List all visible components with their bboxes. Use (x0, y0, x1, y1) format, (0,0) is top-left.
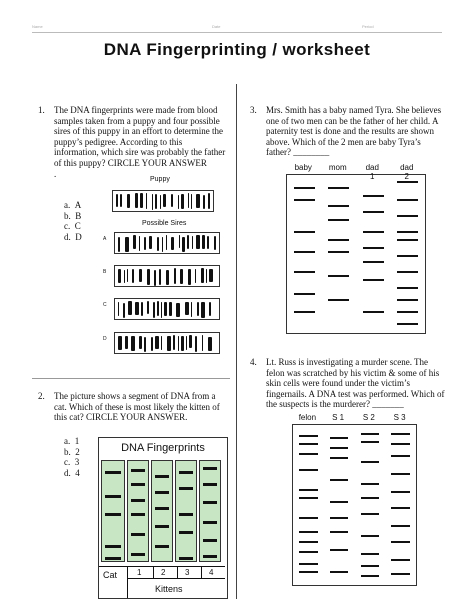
gel-band (131, 336, 135, 351)
gel-band (135, 302, 139, 315)
lane-label: felon (298, 413, 317, 422)
gel-band (139, 236, 140, 251)
gel-strip (114, 265, 220, 287)
lane-label: mom (328, 163, 347, 172)
gel-band (146, 193, 147, 209)
puppy-sires-gel (100, 176, 225, 356)
gel-band (328, 205, 349, 207)
gel-band (105, 495, 121, 498)
gel-band (294, 187, 315, 189)
lane-divider (127, 566, 128, 598)
gel-band (299, 551, 317, 553)
option-b[interactable]: b. B (64, 210, 82, 221)
gel-band (131, 553, 145, 556)
gel-band (144, 237, 146, 250)
gel-band (188, 269, 191, 285)
lane-divider (153, 566, 154, 578)
gel-band (299, 443, 317, 445)
gel-band (391, 525, 409, 527)
kitten-lane-number: 3 (185, 568, 190, 577)
gel-band (160, 195, 161, 209)
gel-band (363, 231, 384, 233)
gel-band (363, 261, 384, 263)
gel-band (391, 473, 409, 475)
gel-band (201, 268, 204, 283)
q2-options[interactable] (64, 436, 80, 478)
gel-strip (114, 298, 220, 320)
gel-band (361, 461, 379, 463)
gel-band (154, 270, 156, 286)
row-label-a: A (103, 236, 107, 242)
gel-band (131, 483, 145, 486)
option-c[interactable]: c. 3 (64, 457, 80, 468)
gel-band (179, 513, 193, 516)
gel-band (361, 565, 379, 567)
gel-band (397, 287, 418, 289)
gel-band (391, 433, 409, 435)
gel-band (118, 302, 119, 316)
lane-label: dad 2 (400, 163, 414, 181)
gel-band (166, 270, 169, 285)
gel-band (155, 336, 159, 350)
gel-band (207, 236, 209, 249)
gel-band (127, 269, 128, 282)
gel-band (330, 531, 348, 533)
gel-band (203, 195, 205, 209)
gel-band (125, 336, 128, 349)
gel-band (131, 499, 145, 502)
gel-band (178, 336, 179, 351)
gel-band (328, 251, 349, 253)
gel-band (127, 194, 130, 208)
gel-band (191, 302, 192, 317)
gel-band (139, 269, 142, 282)
lane-divider (201, 566, 202, 578)
gel-band (294, 293, 315, 295)
gel-band (299, 517, 317, 519)
gel-band (192, 236, 193, 250)
question-1 (38, 105, 228, 179)
gel-band (161, 302, 162, 318)
lane-divider (99, 566, 225, 567)
kitten-lane-number: 2 (161, 568, 166, 577)
gel-lane (199, 460, 221, 562)
gel-band (299, 497, 317, 499)
gel-box (286, 174, 426, 334)
gel-band (196, 194, 200, 208)
gel-band (118, 237, 120, 253)
page-title: DNA Fingerprinting / worksheet (103, 40, 371, 59)
cat-label: Cat (103, 570, 118, 580)
gel-band (203, 501, 217, 504)
gel-band (141, 302, 143, 316)
q1-options[interactable] (64, 200, 82, 242)
gel-band (397, 239, 418, 241)
gel-band (299, 563, 317, 565)
gel-band (164, 302, 167, 316)
gel-band (179, 557, 193, 560)
gel-band (155, 194, 157, 209)
gel-band (328, 187, 349, 189)
gel-band (201, 302, 205, 317)
gel-band (133, 235, 136, 249)
gel-band (163, 194, 166, 207)
gel-band (153, 302, 155, 318)
gel-band (294, 311, 315, 313)
stray-dot: . (54, 168, 57, 179)
gel-band (294, 251, 315, 253)
gel-band (363, 279, 384, 281)
gel-band (181, 194, 184, 209)
option-a[interactable]: a. 1 (64, 436, 80, 446)
gel-band (361, 553, 379, 555)
gel-band (176, 303, 180, 317)
option-d[interactable]: d. 4 (64, 467, 80, 478)
gel-band (299, 453, 317, 455)
gel-box (292, 424, 417, 586)
gel-band (330, 479, 348, 481)
gel-lane (127, 460, 149, 562)
gel-band (191, 194, 192, 209)
option-b[interactable]: b. 2 (64, 446, 80, 457)
gel-band (151, 337, 153, 351)
gel-strip (114, 332, 220, 354)
name-date-header (32, 24, 442, 33)
gel-band (299, 541, 317, 543)
puppy-label: Puppy (150, 176, 170, 183)
gel-band (187, 235, 189, 249)
gel-band (135, 193, 138, 207)
gel-band (131, 533, 145, 536)
gel-band (397, 299, 418, 301)
gel-band (162, 237, 163, 253)
gel-band (105, 513, 121, 516)
sires-label: Possible Sires (142, 220, 187, 227)
gel-band (155, 491, 169, 494)
gel-band (188, 193, 189, 207)
kitten-lane-number: 1 (137, 568, 142, 577)
gel-band (203, 467, 217, 470)
gel-band (171, 194, 173, 207)
option-c[interactable]: c. C (64, 221, 81, 232)
gel-band (147, 269, 150, 285)
gel-band (299, 531, 317, 533)
gel-band (171, 237, 174, 251)
option-a[interactable]: a. A (64, 200, 82, 210)
gel-band (363, 195, 384, 197)
gel-band (179, 471, 193, 474)
gel-band (155, 525, 169, 528)
gel-band (157, 301, 159, 315)
gel-band (397, 271, 418, 273)
gel-band (131, 469, 145, 472)
gel-strip (112, 190, 214, 212)
gel-band (299, 489, 317, 491)
gel-band (197, 302, 199, 316)
gel-band (361, 483, 379, 485)
gel-band (105, 545, 121, 548)
gel-band (361, 433, 379, 435)
gel-band (206, 269, 207, 283)
gel-band (155, 507, 169, 510)
gel-band (203, 539, 217, 542)
gel-band (178, 195, 179, 209)
cat-kitten-gel (98, 437, 228, 599)
gel-band (105, 471, 121, 474)
gel-band (169, 302, 172, 316)
gel-band (167, 336, 171, 351)
gel-band (179, 531, 193, 534)
gel-band (189, 335, 192, 348)
gel-band (203, 521, 217, 524)
gel-band (391, 443, 409, 445)
gel-band (123, 303, 125, 318)
gel-band (155, 545, 169, 548)
gel-band (174, 268, 176, 284)
gel-band (128, 301, 132, 315)
gel-band (397, 311, 418, 313)
gel-band (361, 535, 379, 537)
gel-band (118, 336, 122, 350)
gel-band (328, 219, 349, 221)
column-divider (236, 84, 237, 599)
question-4 (250, 357, 445, 410)
gel-band (397, 181, 418, 183)
gel-band (391, 491, 409, 493)
option-d[interactable]: d. D (64, 231, 82, 242)
gel-strip (114, 232, 220, 254)
question-divider (32, 378, 230, 379)
name-label: Name (32, 24, 43, 29)
question-text: Lt. Russ is investigating a murder scene. The felon was scratched by his victim & some of his skin cells were found under the victim’s fingernails. A DNA test was performed. Which of the suspects is the murderer? _______ (266, 357, 445, 410)
gel-band (330, 571, 348, 573)
gel-band (186, 336, 187, 350)
lane-label: S 1 (332, 413, 345, 422)
question-number: 4. (250, 357, 257, 367)
gel-band (125, 237, 129, 252)
gel-band (330, 447, 348, 449)
gel-band (330, 549, 348, 551)
gel-band (363, 211, 384, 213)
gel-band (203, 555, 217, 558)
kitten-lane-number: 4 (209, 568, 214, 577)
gel-band (328, 299, 349, 301)
gel-band (208, 337, 212, 352)
lane-divider (177, 566, 178, 578)
gel-band (294, 231, 315, 233)
question-number: 3. (250, 105, 257, 115)
gel-band (179, 487, 193, 490)
gel-band (391, 507, 409, 509)
row-label-b: B (103, 269, 107, 275)
gel-band (391, 559, 409, 561)
gel-band (203, 483, 217, 486)
gel-band (155, 475, 169, 478)
gel-band (181, 336, 184, 350)
gel-band (195, 336, 197, 352)
gel-band (209, 302, 211, 315)
gel-band (209, 269, 213, 282)
gel-band (166, 235, 167, 250)
gel-band (330, 501, 348, 503)
gel-band (116, 194, 118, 207)
gel-band (330, 437, 348, 439)
gel-band (173, 335, 175, 349)
question-text: The picture shows a segment of DNA from a cat. Which of these is most likely the kitten of this cat? CIRCLE YOUR ANSWER. (54, 391, 220, 423)
gel-band (120, 194, 122, 207)
gel-band (363, 247, 384, 249)
paternity-gel (286, 160, 426, 335)
gel-band (152, 194, 153, 210)
gel-band (182, 237, 185, 253)
lane-label: S 2 (362, 413, 375, 422)
gel-band (157, 237, 159, 252)
question-number: 1. (38, 105, 45, 115)
row-label-d: D (103, 336, 107, 342)
gel-band (139, 336, 142, 349)
lane-label: S 3 (393, 413, 406, 422)
gel-band (144, 337, 146, 352)
gel-band (397, 199, 418, 201)
question-number: 2. (38, 391, 45, 401)
crime-scene-gel (292, 410, 417, 590)
gel-band (161, 336, 162, 350)
gel-band (299, 469, 317, 471)
gel-band (202, 235, 205, 249)
lane-divider (127, 578, 225, 579)
gel-band (202, 335, 203, 351)
question-3 (250, 105, 445, 158)
kittens-label: Kittens (155, 584, 183, 594)
gel-band (328, 275, 349, 277)
gel-band (208, 193, 210, 208)
gel-band (391, 541, 409, 543)
gel-band (397, 215, 418, 217)
gel-band (195, 269, 196, 283)
gel-band (185, 302, 189, 315)
gel-band (361, 513, 379, 515)
gel-band (132, 269, 134, 284)
gel-band (328, 239, 349, 241)
gel-band (397, 231, 418, 233)
gel-lane (101, 460, 125, 562)
lane-label: dad 1 (365, 163, 379, 181)
gel-band (147, 301, 149, 314)
gel-band (361, 575, 379, 577)
gel-band (299, 571, 317, 573)
gel-band (299, 435, 317, 437)
gel-band (391, 455, 409, 457)
question-2 (38, 391, 228, 423)
gel-band (391, 573, 409, 575)
gel-band (214, 236, 216, 250)
gel-band (118, 269, 121, 283)
gel-band (330, 517, 348, 519)
gel-band (131, 513, 145, 516)
gel-band (361, 441, 379, 443)
gel-band (149, 236, 152, 249)
question-text: Mrs. Smith has a baby named Tyra. She believes one of two men can be the father of her child. A paternity test is done and the results are shown above. Which of the 2 men are baby Tyra’s father? ________ (266, 105, 442, 158)
row-label-c: C (103, 302, 107, 308)
gel-lane (175, 460, 197, 562)
gel-band (180, 269, 183, 284)
lane-label: baby (294, 163, 312, 172)
gel-band (159, 269, 161, 284)
gel-band (363, 311, 384, 313)
gel-band (124, 270, 125, 283)
period-label: Period (362, 24, 374, 29)
question-text: The DNA fingerprints were made from blood samples taken from a puppy and four possible sires of this puppy in an effort to determine the puppy’s pedigree. According to this information, which sire was probably the father of this puppy? CIRCLE YOUR ANSWER (54, 105, 226, 168)
gel-band (330, 457, 348, 459)
gel-band (140, 193, 143, 208)
gel-band (294, 199, 315, 201)
gel-band (361, 497, 379, 499)
gel-band (105, 557, 121, 560)
gel-band (294, 271, 315, 273)
gel-lane (151, 460, 173, 562)
gel-band (179, 235, 180, 248)
gel-title: DNA Fingerprints (121, 442, 205, 454)
gel-band (397, 255, 418, 257)
date-label: Date (212, 24, 221, 29)
gel-band (397, 323, 418, 325)
gel-band (196, 235, 200, 248)
